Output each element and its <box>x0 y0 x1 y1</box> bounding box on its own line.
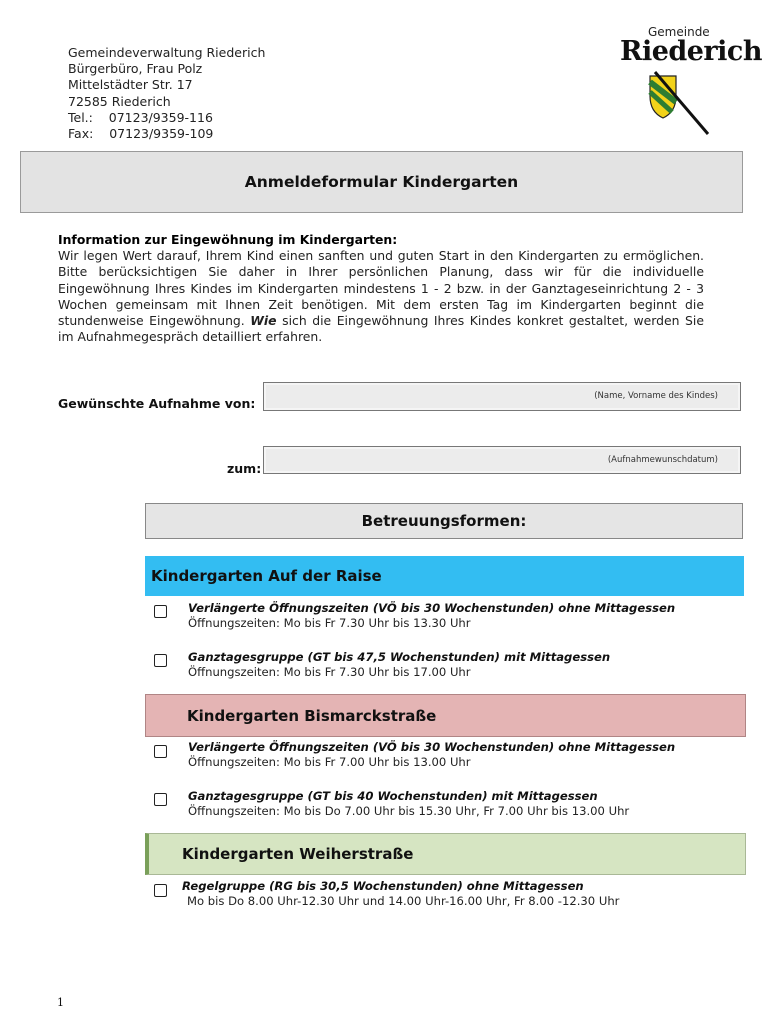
admission-date-field[interactable] <box>263 446 741 474</box>
coat-of-arms-icon <box>600 20 750 140</box>
raise-gt-title: Ganztagesgruppe (GT bis 47,5 Wochenstunden) mit Mittagessen <box>188 650 611 664</box>
raise-gt-hours: Öffnungszeiten: Mo bis Fr 7.30 Uhr bis 17.00 Uhr <box>188 665 471 679</box>
logo-big-text: Riederich <box>620 36 762 67</box>
raise-vo-hours: Öffnungszeiten: Mo bis Fr 7.30 Uhr bis 13.30 Uhr <box>188 616 471 630</box>
info-heading: Information zur Eingewöhnung im Kindergarten: <box>58 232 398 247</box>
sender-line-4: 72585 Riederich <box>68 93 171 109</box>
weiher-rg-title: Regelgruppe (RG bis 30,5 Wochenstunden) ohne Mittagessen <box>182 879 584 893</box>
info-paragraph <box>58 232 704 345</box>
sender-fax: Fax: 07123/9359-109 <box>68 126 214 142</box>
sender-tel: Tel.: 07123/9359-116 <box>68 109 213 125</box>
logo-small-text: Gemeinde <box>648 25 710 39</box>
admission-date-hint: (Aufnahmewunschdatum) <box>607 455 718 465</box>
bismarck-gt-title: Ganztagesgruppe (GT bis 40 Wochenstunden) mit Mittagessen <box>188 789 598 803</box>
bismarck-gt-hours: Öffnungszeiten: Mo bis Do 7.00 Uhr bis 15.30 Uhr, Fr 7.00 Uhr bis 13.00 Uhr <box>188 804 630 818</box>
kindergarten-raise-header <box>145 556 744 596</box>
bismarck-vo-title: Verlängerte Öffnungszeiten (VÖ bis 30 Wochenstunden) ohne Mittagessen <box>188 740 676 754</box>
municipality-logo <box>600 20 762 140</box>
kindergarten-raise-name: Kindergarten Auf der Raise <box>151 567 382 585</box>
sender-line-1: Gemeindeverwaltung Riederich <box>68 45 266 60</box>
sender-address <box>68 45 265 142</box>
bismarck-vo-hours: Öffnungszeiten: Mo bis Fr 7.00 Uhr bis 13.00 Uhr <box>188 755 471 769</box>
raise-vo-checkbox[interactable] <box>154 605 167 618</box>
info-text-1: Wir legen Wert darauf, Ihrem Kind einen sanften und guten Start in den Kindergarten zu ermöglichen. Bitte berücksichtigen Sie daher in Ihrer persönlichen Planung, dass wir für die individuelle Eingewöhnung Ihres Kindes im Kindergarten mindestens 1 - 2 bzw. in der Ganztageseinrichtung 2 - 3 Wochen gemeinsam mit Ihnen Zeit benötigen. Mit dem ersten Tag im Kindergarten beginnt die stundenweise Eingewöhnung. <box>58 248 704 329</box>
kindergarten-bismarck-name: Kindergarten Bismarckstraße <box>187 706 437 725</box>
weiher-rg-checkbox[interactable] <box>154 884 167 897</box>
care-forms-heading: Betreuungsformen: <box>145 503 743 539</box>
sender-line-2: Bürgerbüro, Frau Polz <box>68 61 203 77</box>
bismarck-gt-checkbox[interactable] <box>154 793 167 806</box>
child-name-hint: (Name, Vorname des Kindes) <box>594 391 718 401</box>
raise-gt-checkbox[interactable] <box>154 654 167 667</box>
kindergarten-bismarck-header <box>145 694 746 737</box>
bismarck-vo-checkbox[interactable] <box>154 745 167 758</box>
admission-label: Gewünschte Aufnahme von: <box>58 396 256 411</box>
raise-vo-title: Verlängerte Öffnungszeiten (VÖ bis 30 Wochenstunden) ohne Mittagessen <box>188 601 676 615</box>
info-emphasis: Wie <box>250 313 277 329</box>
info-text-2: sich die Eingewöhnung Ihres Kindes konkret gestaltet, werden Sie im Aufnahmegespräch detailliert erfahren. <box>58 313 704 345</box>
date-label: zum: <box>227 461 262 476</box>
weiher-rg-hours: Mo bis Do 8.00 Uhr-12.30 Uhr und 14.00 Uhr-16.00 Uhr, Fr 8.00 -12.30 Uhr <box>187 894 620 908</box>
page-number: 1 <box>57 996 64 1009</box>
form-title: Anmeldeformular Kindergarten <box>20 151 743 213</box>
sender-line-3: Mittelstädter Str. 17 <box>68 77 193 93</box>
child-name-field[interactable] <box>263 382 741 411</box>
kindergarten-weiher-name: Kindergarten Weiherstraße <box>182 845 414 863</box>
kindergarten-weiher-header <box>145 833 746 875</box>
